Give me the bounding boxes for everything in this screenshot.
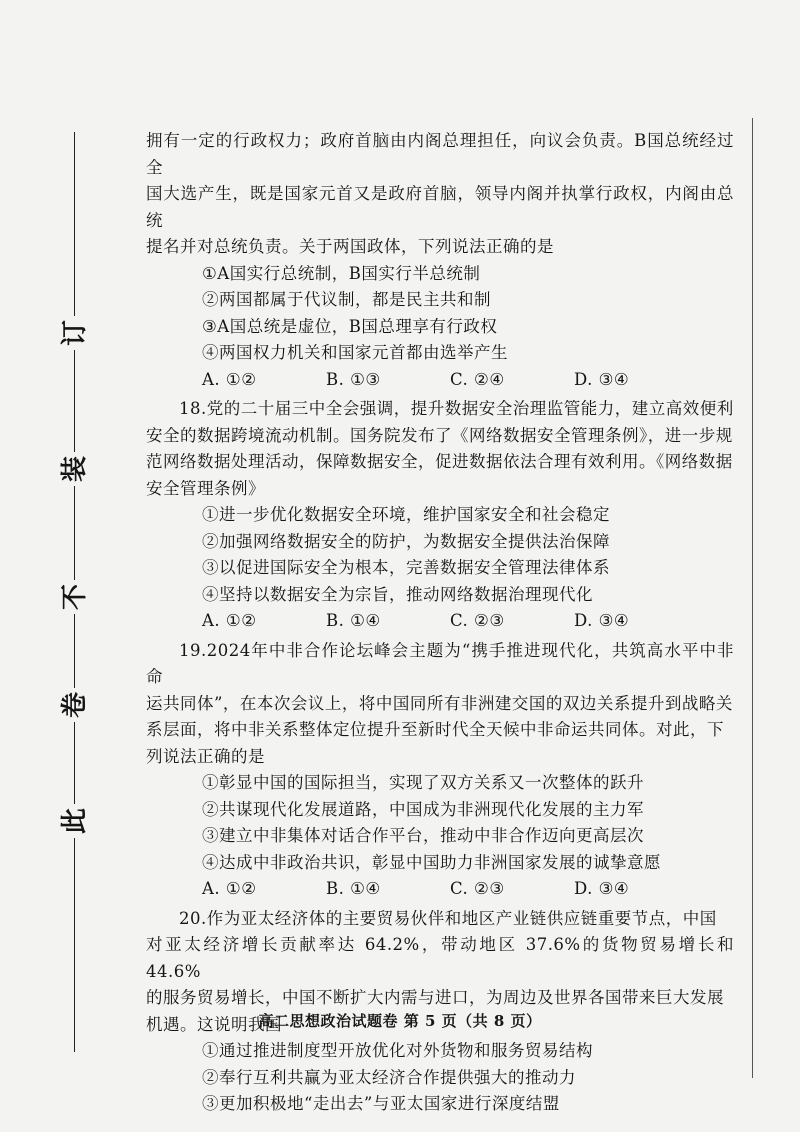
- statement-option-2: ②共谋现代化发展道路，中国成为非洲现代化发展的主力军: [202, 799, 644, 819]
- choice-d: D. ③④: [574, 369, 630, 389]
- choice-c: C. ②③: [450, 611, 505, 630]
- question-stem-line: 对亚太经济增长贡献率达 64.2%，带动地区 37.6%的货物贸易增长和 44.6%: [146, 935, 734, 981]
- statement-option-3: ③A国总统是虚位，B国总理享有行政权: [202, 316, 498, 336]
- question-stem-line: 提名并对总统负责。关于两国政体，下列说法正确的是: [146, 237, 554, 256]
- choice-c: C. ②③: [450, 879, 505, 898]
- choice-b: B. ①④: [326, 879, 381, 898]
- statement-option-1: ①彰显中国的国际担当，实现了双方关系又一次整体的跃升: [202, 773, 644, 792]
- binding-char-juan: 卷: [58, 688, 92, 722]
- statement-option-2: ②两国都属于代议制，都是民主共和制: [202, 290, 491, 309]
- question-stem-line: 范网络数据处理活动，保障数据安全，促进数据依法合理有效利用。《网络数据: [146, 452, 733, 471]
- binding-char-zhuang: 装: [58, 452, 92, 486]
- answer-choices: [202, 876, 734, 903]
- question-stem-line: 安全管理条例》: [146, 478, 265, 498]
- binding-char-ci: 此: [58, 804, 92, 838]
- choice-d: D. ③④: [574, 611, 630, 630]
- question-stem-line: 列说法正确的是: [146, 746, 265, 766]
- statement-option-1: ①A国实行总统制，B国实行半总统制: [202, 263, 481, 283]
- statement-option-4: ④坚持以数据安全为宗旨，推动网络数据治理现代化: [202, 584, 593, 604]
- question-18: [146, 396, 734, 635]
- question-stem-line: 安全的数据跨境流动机制。国务院发布了《网络数据安全管理条例》，进一步规: [146, 425, 733, 445]
- answer-choices: [202, 608, 734, 635]
- statement-option-1: ①进一步优化数据安全环境，维护国家安全和社会稳定: [202, 505, 610, 524]
- question-content: [146, 128, 734, 1118]
- statement-option-2: ②加强网络数据安全的防护，为数据安全提供法治保障: [202, 531, 610, 551]
- statement-option-3: ③建立中非集体对话合作平台，推动中非合作迈向更高层次: [202, 826, 644, 845]
- answer-choices: [202, 367, 734, 394]
- choice-a: A. ①②: [202, 369, 257, 389]
- choice-d: D. ③④: [574, 879, 630, 898]
- question-stem-line: 18.党的二十届三中全会强调，提升数据安全治理监管能力，建立高效便利: [179, 399, 734, 418]
- choice-c: C. ②④: [450, 369, 505, 389]
- question-stem-line: 机遇。这说明我国: [146, 1014, 282, 1034]
- statement-option-3: ③更加积极地“走出去”与亚太国家进行深度结盟: [202, 1094, 560, 1113]
- statement-option-4: ④达成中非政治共识，彰显中国助力非洲国家发展的诚挚意愿: [202, 852, 661, 872]
- question-19: [146, 638, 734, 903]
- question-stem-line: 运共同体”，在本次会议上，将中国同所有非洲建交国的双边关系提升到战略关: [146, 693, 733, 713]
- binding-char-ding: 订: [58, 316, 92, 350]
- question-stem-line: 20.作为亚太经济体的主要贸易伙伴和地区产业链供应链重要节点，中国: [179, 908, 717, 928]
- question-17-continued: [146, 128, 734, 393]
- question-stem-line: 19.2024年中非合作论坛峰会主题为“携手推进现代化，共筑高水平中非命: [146, 640, 734, 686]
- choice-a: A. ①②: [202, 611, 257, 630]
- binding-char-bu: 不: [58, 580, 92, 614]
- choice-b: B. ①③: [326, 369, 381, 389]
- question-stem-line: 的服务贸易增长，中国不断扩大内需与进口，为周边及世界各国带来巨大发展: [146, 988, 724, 1007]
- page-footer: 高二思想政治试题卷 第 5 页（共 8 页）: [258, 1012, 542, 1030]
- statement-option-2: ②奉行互利共赢为亚太经济合作提供强大的推动力: [202, 1067, 576, 1087]
- question-stem-line: 国大选产生，既是国家元首又是政府首脑，领导内阁并执掌行政权，内阁由总统: [146, 184, 734, 230]
- statement-option-4: ④两国权力机关和国家元首都由选举产生: [202, 343, 508, 362]
- statement-option-3: ③以促进国际安全为根本，完善数据安全管理法律体系: [202, 558, 610, 577]
- choice-a: A. ①②: [202, 879, 257, 898]
- statement-option-1: ①通过推进制度型开放优化对外货物和服务贸易结构: [202, 1041, 593, 1060]
- question-stem-line: 系层面，将中非关系整体定位提升至新时代全天候中非命运共同体。对此，下: [146, 720, 724, 739]
- choice-b: B. ①④: [326, 611, 381, 630]
- right-margin-rule: [752, 118, 753, 1078]
- question-stem-line: 拥有一定的行政权力；政府首脑由内阁总理担任，向议会负责。B国总统经过全: [146, 131, 734, 177]
